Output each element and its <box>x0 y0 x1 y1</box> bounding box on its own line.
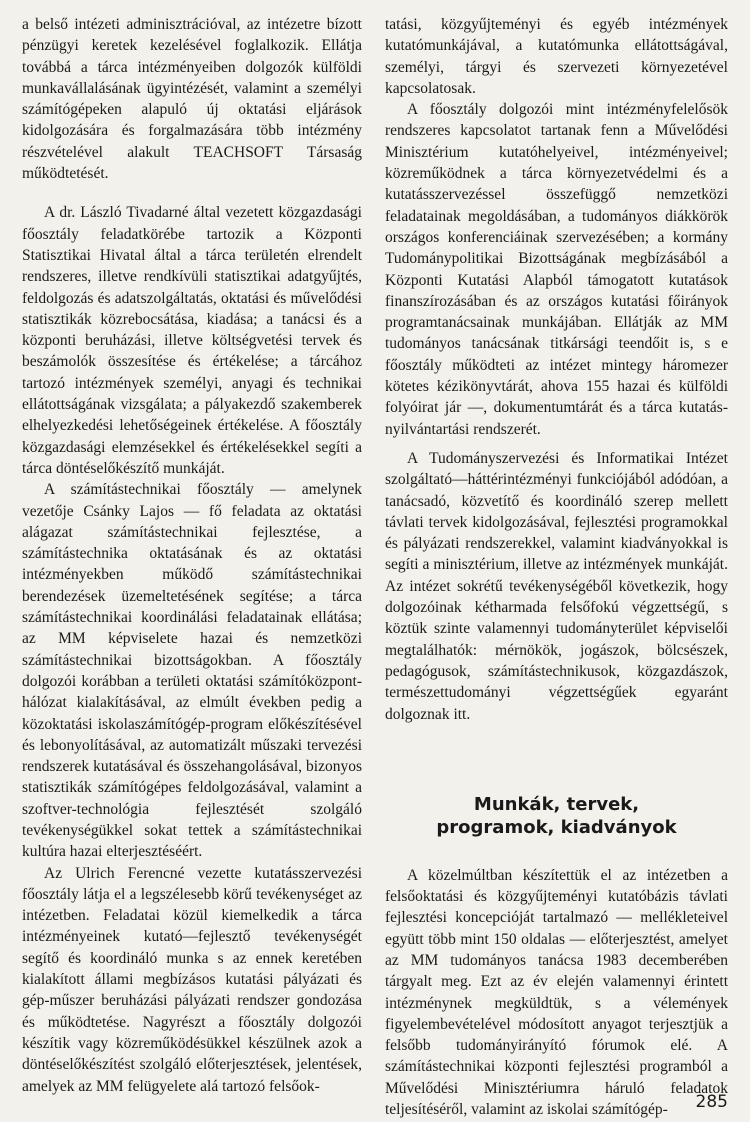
page-number: 285 <box>695 1092 728 1112</box>
paragraph: A Tudományszervezési és Informatikai Intézet szolgáltató—háttérintézményi funkciójából adódóan, a tanácsadó, közvetítő és koordináló szerep mellett távlati tervek kidolgozásával, fejlesztési programokkal és pályázati rendszerekkel, valamint kiadványokkal is segíti a minisztérium, illetve az intézmények munkáját. Az intézet sokrétű tevékenységéből következik, hogy dolgozóinak kétharmada felsőfokú végzettségű, s köztük szinte valamennyi tudományterület képviselői megtalálhatók: mérnökök, jogászok, bölcsészek, pedagógusok, számítástechnikusok, közgazdászok, természettudományi végzettségűek egyaránt dolgoznak itt. <box>385 449 728 723</box>
paragraph: A közelmúltban készítettük el az intézetben a felsőoktatási és közgyűjteményi kutatóbázis távlati fejlesztési koncepcióját tartalmazó — mellékleteivel együtt több mint 150 oldalas — előterjesztést, amelyet az MM tudományos tanácsa 1983 decemberében tárgyalt meg. Ezt az év elején valamennyi érintett intézménynek megküldtük, s a vélemények figyelembevételével módosított anyagot terjesztjük a felsőbb tudományirányító fórumok elé. A számítástechnikai központi fejlesztési programból a Művelődési Minisztériumra háruló feladatok teljesítéséről, valamint az iskolai számítógép- <box>385 866 728 1119</box>
right-column <box>385 14 728 1120</box>
left-column <box>22 14 362 1097</box>
paragraph: A dr. László Tivadarné által vezetett közgazdasági főosztály feladatkörébe tartozik a Központi Statisztikai Hivatal által a tárca területén elrendelt rendszeres, illetve rendkívüli statisztikai adatgyűjtés, feldolgozás és adatszolgáltatás, oktatási és művelődési statisztikák közrebocsátása, kiadása; a tanácsi és a központi beruházási, illetve költségvetési tervek és beszámolók összesítése és értékelése; a tárcához tartozó intézmények személyi, anyagi és technikai ellátottságának vizsgálata; a pályakezdő szakemberek elhelyezkedési lehetőségeinek értékelése. A főosztály közgazdasági elemzésekkel és értékelésekkel segíti a tárca döntéselőkészítő munkáját. <box>22 204 362 477</box>
section-heading-line-1: Munkák, tervek, <box>473 793 640 815</box>
section-heading <box>385 793 728 839</box>
paragraph: a belső intézeti adminisztrációval, az intézetre bízott pénzügyi keretek kezelésével foglalkozik. Ellátja továbbá a tárca intézményeiben dolgozók külföldi munkavállalásának ügyintézését, valamint a személyi számítógépeken alapuló új oktatási eljárások kidolgozására és forgalmazására több intézmény részvételével alakult TEACHSOFT Társaság működtetését. <box>22 16 362 183</box>
paragraph: A számítástechnikai főosztály — amelynek vezetője Csánky Lajos — fő feladata az oktatási alágazat számítástechnikai fejlesztése, a számítástechnika oktatásának és az oktatási intézményekben működő számítástechnikai berendezések üzemeltetésének segítése; a tárca számítástechnikai koordinálási feladatainak ellátása; az MM képviselete hazai és nemzetközi számítástechnikai bizottságokban. A főosztály dolgozói korábban a területi oktatási számítóközpont-hálózat kialakításával, az elmúlt években pedig a közoktatási iskolaszámítógép-program előkészítésével és lebonyolításával, az automatizált műszaki tervezési rendszerek kutatásával és összehangolásával, bizonyos statisztikák számítógépes feldolgozásával, valamint a szoftver-technológia fejlesztését szolgáló tevékenységükkel sokat tettek a számítástechnikai kultúra hazai elterjesztéséért. <box>22 481 362 861</box>
paragraph: A főosztály dolgozói mint intézményfelelősök rendszeres kapcsolatot tartanak fenn a Művelődési Minisztérium kutatóhelyeivel, intézményeivel; közreműködnek a tárca környezetvédelmi és a kutatásszervezéssel összefüggő nemzetközi feladatainak megoldásában, a tudományos diákkörök országos konferenciáinak szervezésében; a kormány Tudománypolitikai Bizottságának megbízásából a Központi Kutatási Alapból támogatott kutatások finanszírozásában és az országos kutatási főirányok programtanácsainak munkájában. Ellátják az MM tudományos tanácsának titkársági teendőit is, s e főosztály működteti az intézet mintegy háromezer kötetes kézikönyvtárát, ahova 155 hazai és külföldi folyóirat jár —, dokumentumtárát és a tárca kutatás-nyilvántartási rendszerét. <box>385 101 728 438</box>
paragraph: tatási, közgyűjteményi és egyéb intézmények kutatómunkájával, a kutatómunka ellátottságával, személyi, tárgyi és szervezeti környezetével kapcsolatosak. <box>385 16 728 97</box>
paragraph: Az Ulrich Ferencné vezette kutatásszervezési főosztály látja el a legszélesebb körű tevékenységet az intézetben. Feladatai közül kiemelkedik a tárca intézményeinek kutató—fejlesztő tevékenységét segítő és koordináló munka s az ennek keretében kialakított állami megbízásos kutatási pályázati és gép-műszer beruházási pályázati rendszer gondozása és működtetése. Nagyrészt a főosztály dolgozói készítik vagy közreműködésükkel készülnek azok a döntéselőkészítést szolgáló előterjesztések, jelentések, amelyek az MM felügyelete alá tartozó felsőok- <box>22 864 362 1095</box>
section-heading-line-2: programok, kiadványok <box>436 816 677 838</box>
